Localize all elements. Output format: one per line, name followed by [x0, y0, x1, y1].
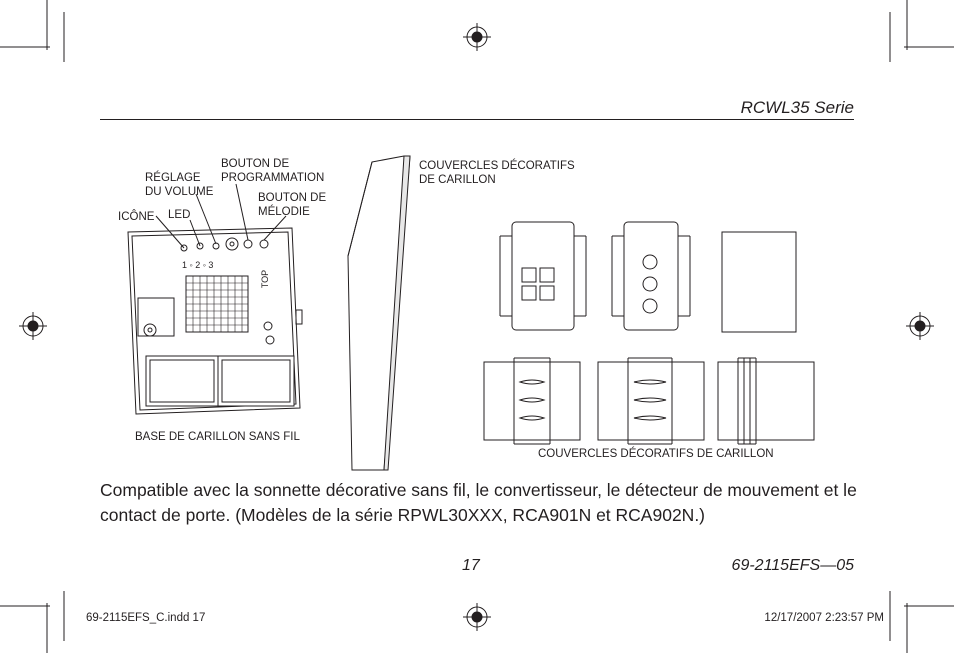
callout-melody-button: [258, 191, 326, 219]
cover-3-drawing: [722, 232, 796, 332]
base-label: BASE DE CARILLON SANS FIL: [135, 431, 300, 443]
cover-6-drawing: [718, 358, 814, 444]
callout-led: LED: [168, 209, 191, 221]
callout-melody-line1: BOUTON DE: [258, 192, 327, 204]
covers-bottom-label: COUVERCLES DÉCORATIFS DE CARILLON: [538, 448, 774, 460]
callout-volume-line1: RÉGLAGE: [145, 172, 201, 184]
covers-top-line2: DE CARILLON: [419, 174, 496, 186]
covers-top-label: [419, 159, 575, 187]
callout-program-line2: PROGRAMMATION: [221, 172, 325, 184]
cover-5-drawing: [598, 358, 704, 444]
cover-side-drawing: [348, 156, 410, 470]
top-mark: TOP: [260, 269, 271, 289]
svg-text:1 ◦ 2 ◦ 3: 1 ◦ 2 ◦ 3: [182, 260, 214, 270]
callout-volume-line2: DU VOLUME: [145, 186, 214, 198]
callout-icon: ICÔNE: [118, 211, 155, 223]
callout-volume: [145, 171, 213, 199]
cover-2-drawing: [612, 222, 690, 330]
series-title: RCWL35 Serie: [740, 98, 854, 117]
covers-top-line1: COUVERCLES DÉCORATIFS: [419, 160, 575, 172]
compatibility-paragraph: Compatible avec la sonnette décorative sans fil, le convertisseur, le détecteur de mouvement et le contact de porte. (Modèles de la série RPWL30XXX, RCA901N et RCA902N.): [100, 480, 857, 525]
cover-4-drawing: [484, 358, 580, 444]
header-rule: [100, 119, 854, 120]
cover-1-drawing: [500, 222, 586, 330]
page-number: 17: [462, 557, 480, 574]
slug-timestamp: 12/17/2007 2:23:57 PM: [764, 612, 884, 624]
callout-program-button: [221, 157, 324, 185]
document-code: 69-2115EFS—05: [731, 557, 854, 574]
callout-melody-line2: MÉLODIE: [258, 206, 310, 218]
callout-program-line1: BOUTON DE: [221, 158, 290, 170]
slug-file: 69-2115EFS_C.indd 17: [86, 612, 206, 624]
